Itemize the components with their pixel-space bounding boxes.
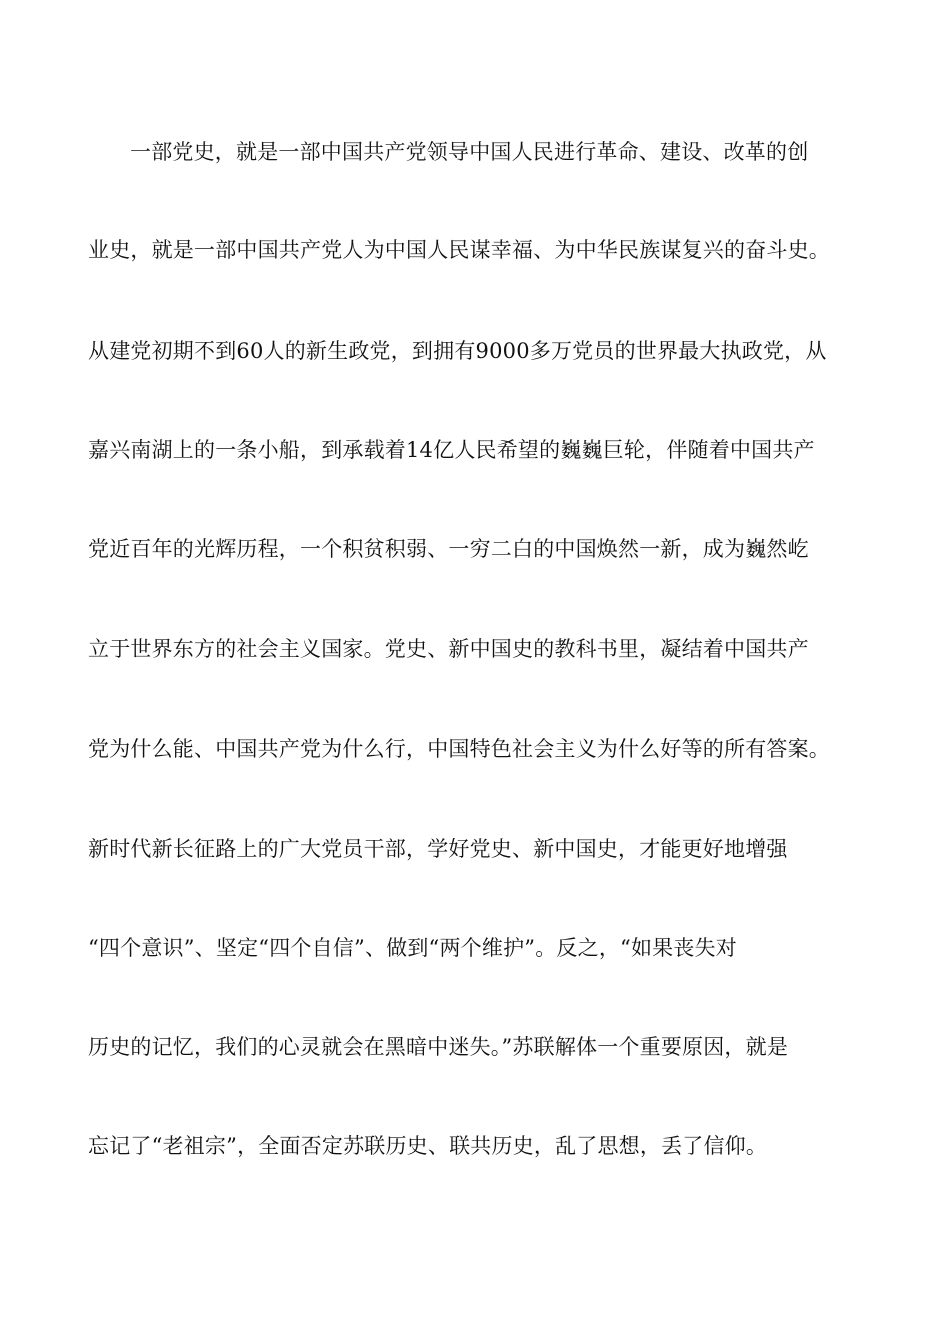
paragraph-line-8: 新时代新长征路上的广大党员干部，学好党史、新中国史，才能更好地增强 bbox=[88, 837, 788, 861]
paragraph-line-3: 从建党初期不到60人的新生政党，到拥有9000多万党员的世界最大执政党，从 bbox=[88, 339, 827, 363]
paragraph-line-10: 历史的记忆，我们的心灵就会在黑暗中迷失。”苏联解体一个重要原因，就是 bbox=[88, 1035, 789, 1059]
paragraph-line-7: 党为什么能、中国共产党为什么行，中国特色社会主义为什么好等的所有答案。 bbox=[88, 737, 830, 761]
paragraph-line-6: 立于世界东方的社会主义国家。党史、新中国史的教科书里，凝结着中国共产 bbox=[88, 637, 809, 661]
paragraph-line-9: “四个意识”、坚定“四个自信”、做到“两个维护”。反之，“如果丧失对 bbox=[88, 936, 737, 960]
paragraph-line-1: 一部党史，就是一部中国共产党领导中国人民进行革命、建设、改革的创 bbox=[130, 140, 809, 164]
paragraph-line-4: 嘉兴南湖上的一条小船，到承载着14亿人民希望的巍巍巨轮，伴随着中国共产 bbox=[88, 438, 815, 462]
paragraph-line-11: 忘记了“老祖宗”，全面否定苏联历史、联共历史，乱了思想，丢了信仰。 bbox=[88, 1134, 768, 1158]
paragraph-line-2: 业史，就是一部中国共产党人为中国人民谋幸福、为中华民族谋复兴的奋斗史。 bbox=[88, 238, 830, 262]
paragraph-line-5: 党近百年的光辉历程，一个积贫积弱、一穷二白的中国焕然一新，成为巍然屹 bbox=[88, 537, 809, 561]
